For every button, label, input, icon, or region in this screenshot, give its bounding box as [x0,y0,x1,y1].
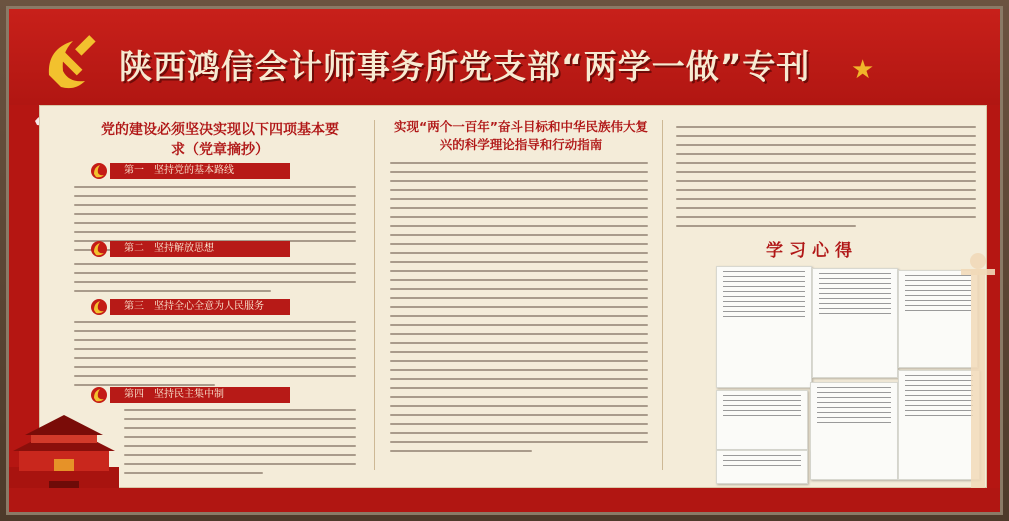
notes-paper [716,390,808,450]
huabiao-pillar-illustration [959,249,997,489]
hammer-sickle-icon [90,240,108,258]
right-text [676,126,976,234]
right-column [666,106,984,487]
hammer-sickle-icon [90,162,108,180]
notes-paper [812,268,898,378]
hammer-sickle-icon [90,298,108,316]
notes-paper [716,266,812,388]
column-divider [662,120,663,470]
column-divider [374,120,375,470]
hammer-sickle-icon [39,31,105,97]
middle-column [380,106,658,487]
section-text [74,263,356,299]
notes-title: 学习心得 [766,241,858,261]
star-icon: ★ [851,55,875,85]
section-text [124,409,356,481]
board-title: 陕西鸿信会计师事务所党支部“两学一做”专刊 [119,47,811,86]
middle-text [390,162,648,459]
left-heading: 党的建设必须坚决实现以下四项基本要求（党章摘抄） [101,122,339,158]
section-text [74,321,356,393]
section-label: 第一 坚持党的基本路线 [110,163,290,179]
footer-band [9,488,1000,515]
section-label: 第二 坚持解放思想 [110,241,290,257]
notes-paper [810,382,898,480]
bulletin-board [6,6,1003,515]
notes-paper [716,450,808,484]
section-label: 第四 坚持民主集中制 [110,387,290,403]
content-panel [39,105,987,488]
section-label: 第三 坚持全心全意为人民服务 [110,299,290,315]
middle-heading: 实现“两个一百年”奋斗目标和中华民族伟大复兴的科学理论指导和行动指南 [394,119,648,152]
